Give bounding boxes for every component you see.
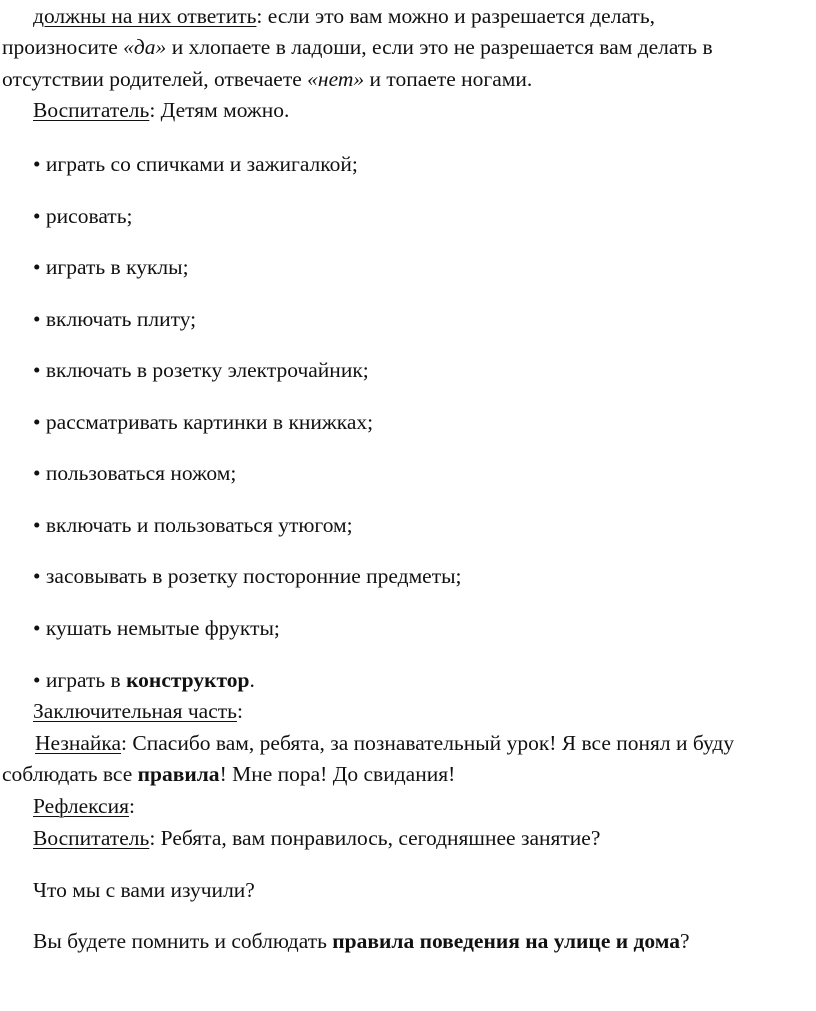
list-item: • кушать немытые фрукты; bbox=[33, 616, 280, 640]
section-colon: : bbox=[236, 699, 243, 723]
neznaika-line-1 bbox=[35, 733, 734, 755]
bold-term: конструктор bbox=[126, 668, 250, 692]
section-label: Заключительная часть bbox=[33, 699, 237, 723]
section-heading-reflection bbox=[33, 796, 135, 818]
list-item: • рассматривать картинки в книжках; bbox=[33, 410, 374, 434]
answer-no: «нет» bbox=[307, 67, 365, 91]
intro-line-1 bbox=[33, 6, 655, 28]
intro-line-3-post: и топаете ногами. bbox=[364, 67, 533, 91]
intro-line-2-post: и хлопаете в ладоши, если это не разрешается вам делать в bbox=[166, 35, 713, 59]
speaker-label: Незнайка bbox=[35, 731, 122, 755]
intro-line-3 bbox=[2, 69, 532, 91]
teacher-intro-text: : Детям можно. bbox=[149, 98, 290, 122]
intro-line-2 bbox=[2, 37, 713, 59]
list-item: • включать плиту; bbox=[33, 307, 197, 331]
section-colon: : bbox=[129, 794, 135, 818]
question-line bbox=[33, 931, 690, 953]
section-heading-conclusion bbox=[33, 701, 243, 723]
neznaika-line-2-post: ! Мне пора! До свидания! bbox=[219, 762, 456, 786]
teacher-question bbox=[33, 828, 600, 850]
intro-line-1-text: : если это вам можно и разрешается делать, bbox=[256, 4, 656, 28]
list-item-end: . bbox=[249, 668, 255, 692]
bold-term: правила поведения на улице и дома bbox=[332, 929, 680, 953]
list-item: • засовывать в розетку посторонние предметы; bbox=[33, 564, 462, 588]
list-item-text: • играть в bbox=[33, 668, 127, 692]
list-item: • пользоваться ножом; bbox=[33, 461, 237, 485]
answer-yes: «да» bbox=[123, 35, 167, 59]
list-item: • включать и пользоваться утюгом; bbox=[33, 513, 353, 537]
neznaika-text: : Спасибо вам, ребята, за познавательный урок! Я все понял и буду bbox=[121, 731, 735, 755]
intro-line-2-pre: произносите bbox=[2, 35, 124, 59]
intro-line-3-pre: отсутствии родителей, отвечаете bbox=[2, 67, 308, 91]
question-end: ? bbox=[679, 929, 690, 953]
neznaika-line-2-pre: соблюдать все bbox=[2, 762, 138, 786]
list-item: • играть со спичками и зажигалкой; bbox=[33, 152, 358, 176]
list-item: • включать в розетку электрочайник; bbox=[33, 358, 369, 382]
teacher-question-text: : Ребята, вам понравилось, сегодняшнее занятие? bbox=[149, 826, 601, 850]
neznaika-line-2 bbox=[2, 764, 455, 786]
bold-term: правила bbox=[137, 762, 220, 786]
teacher-intro bbox=[33, 100, 289, 122]
list-item: • рисовать; bbox=[33, 204, 133, 228]
question-text: Вы будете помнить и соблюдать bbox=[33, 929, 333, 953]
section-label: Рефлексия bbox=[33, 794, 129, 818]
question-line: Что мы с вами изучили? bbox=[33, 878, 255, 902]
speaker-label: Воспитатель bbox=[33, 826, 150, 850]
intro-label: должны на них ответить bbox=[33, 4, 257, 28]
list-item: • играть в куклы; bbox=[33, 255, 189, 279]
list-item bbox=[33, 670, 255, 692]
speaker-label: Воспитатель bbox=[33, 98, 150, 122]
